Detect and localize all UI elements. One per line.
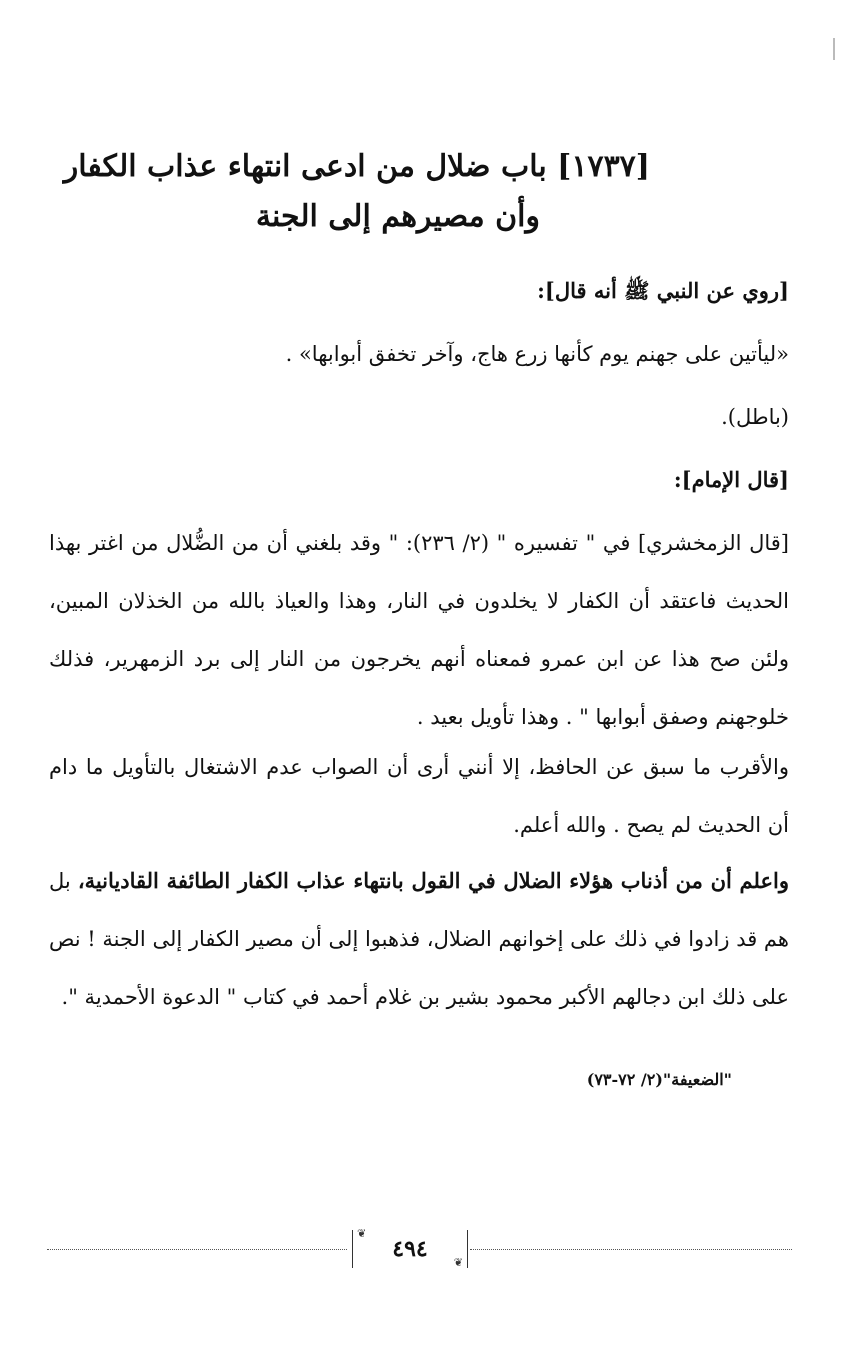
qadiani-paragraph-rest: بل هم قد زادوا في ذلك على إخوانهم الضلال، فذهبوا إلى أن مصير الكفار إلى الجنة ! نص على ذلك ابن دجالهم الأكبر محمود بشير بن غلام أحمد في كتاب " الدعوة الأحمدية ".	[49, 869, 789, 1009]
qadiani-paragraph	[49, 852, 789, 1026]
zamakhshari-paragraph: [قال الزمخشري] في " تفسيره " (٢/ ٢٣٦): " وقد بلغني أن من الضُّلال من اغتر بهذا الحديث فاعتقد أن الكفار لا يخلدون في النار، وهذا والعياذ بالله من الخذلان المبين، ولئن صح هذا عن ابن عمرو فمعناه أنهم يخرجون من النار إلى برد الزمهرير، فذلك خلوجهنم وصفق أبوابها " . وهذا تأويل بعيد .	[49, 531, 789, 729]
source-reference: "الضعيفة"(٢/ ٧٢-٧٣)	[586, 1070, 732, 1089]
page-number: ٤٩٤	[392, 1236, 428, 1262]
narration-intro: [روي عن النبي ﷺ أنه قال]:	[537, 278, 789, 303]
heading-line-1: [١٧٣٧] باب ضلال من ادعى انتهاء عذاب الكفار	[63, 149, 650, 184]
ornament-bottom-icon: ❦	[453, 1256, 463, 1269]
conclusion-paragraph: والأقرب ما سبق عن الحافظ، إلا أنني أرى أن الصواب عدم الاشتغال بالتأويل ما دام أن الحديث لم يصح . والله أعلم.	[49, 755, 789, 837]
heading-line-2: وأن مصيرهم إلى الجنة	[255, 199, 540, 234]
footer-rule-right	[470, 1249, 792, 1250]
imam-label: [قال الإمام]:	[673, 467, 789, 492]
footer-rule-left	[47, 1249, 347, 1250]
verdict: (باطل).	[721, 405, 789, 429]
page-number-frame	[352, 1227, 468, 1269]
qadiani-paragraph-bold: واعلم أن من أذناب هؤلاء الضلال في القول بانتهاء عذاب الكفار الطائفة القاديانية،	[77, 868, 789, 893]
ornament-top-icon: ❦	[357, 1227, 367, 1240]
hadith-text: «ليأتين على جهنم يوم كأنها زرع هاج، وآخر تخفق أبوابها» .	[285, 342, 789, 366]
scan-mark	[833, 38, 835, 60]
chapter-heading	[50, 142, 650, 242]
